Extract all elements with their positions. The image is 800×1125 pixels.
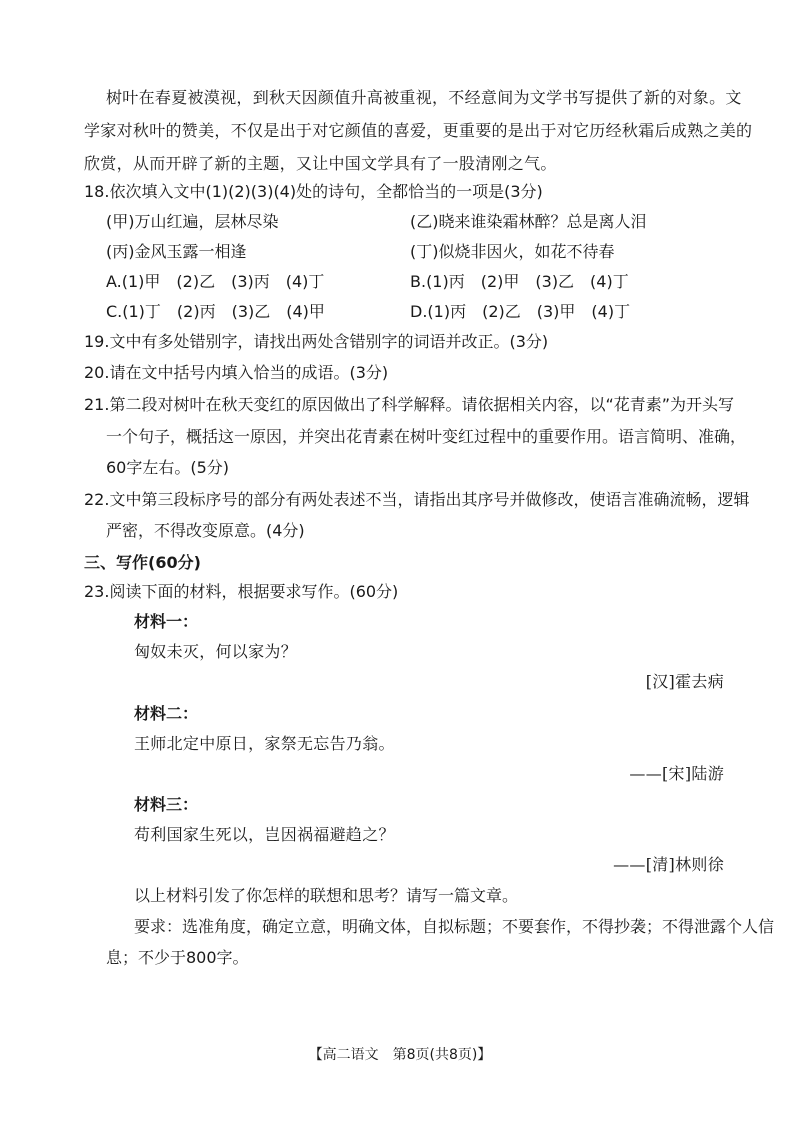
q23-stem: 23.阅读下面的材料，根据要求写作。(60分): [84, 582, 399, 601]
material-3-text: 苟利国家生死以，岂因祸福避趋之？: [134, 825, 395, 844]
passage-line-1: 树叶在春夏被漠视，到秋天因颜值升高被重视，不经意间为文学书写提供了新的对象。文: [106, 88, 742, 107]
material-1-text: 匈奴未灭，何以家为？: [134, 642, 298, 661]
page-footer: 【高二语文 第8页(共8页)】: [308, 1047, 492, 1063]
q18-option-c: C.(1)丁 (2)丙 (3)乙 (4)甲: [106, 302, 325, 321]
q18-stem: 18.依次填入文中(1)(2)(3)(4)处的诗句，全都恰当的一项是(3分): [84, 182, 543, 201]
q22-line-2: 严密，不得改变原意。(4分): [106, 521, 305, 540]
q21-line-3: 60字左右。(5分): [106, 458, 230, 477]
q19: 19.文中有多处错别字，请找出两处含错别字的词语并改正。(3分): [84, 332, 549, 351]
q18-poem-jia: (甲)万山红遍，层林尽染: [106, 212, 279, 231]
q21-line-2: 一个句子，概括这一原因，并突出花青素在树叶变红过程中的重要作用。语言简明、准确，: [106, 427, 747, 446]
q23-prompt: 以上材料引发了你怎样的联想和思考？请写一篇文章。: [134, 886, 519, 905]
q18-option-b: B.(1)丙 (2)甲 (3)乙 (4)丁: [410, 272, 629, 291]
q18-poem-yi: (乙)晓来谁染霜林醉？总是离人泪: [410, 212, 647, 231]
material-1-source: [汉]霍去病: [645, 672, 724, 691]
q18-poem-ding: (丁)似烧非因火，如花不待春: [410, 242, 615, 261]
q18-poem-bing: (丙)金风玉露一相逢: [106, 242, 247, 261]
q21-line-1: 21.第二段对树叶在秋天变红的原因做出了科学解释。请依据相关内容，以“花青素”为开头写: [84, 395, 735, 414]
q18-option-a: A.(1)甲 (2)乙 (3)丙 (4)丁: [106, 272, 325, 291]
q22-line-1: 22.文中第三段标序号的部分有两处表述不当，请指出其序号并做修改，使语言准确流畅，逻辑: [84, 490, 750, 509]
passage-line-2: 学家对秋叶的赞美，不仅是出于对它颜值的喜爱，更重要的是出于对它历经秋霜后成熟之美的: [84, 121, 753, 140]
material-3-source: ——[清]林则徐: [613, 855, 724, 874]
material-2-source: ——[宋]陆游: [629, 764, 724, 783]
material-2-label: 材料二：: [134, 704, 199, 723]
q20: 20.请在文中括号内填入恰当的成语。(3分): [84, 363, 389, 382]
material-3-label: 材料三：: [134, 795, 199, 814]
q23-requirements-line-2: 息；不少于800字。: [106, 948, 249, 967]
q18-option-d: D.(1)丙 (2)乙 (3)甲 (4)丁: [410, 302, 631, 321]
passage-line-3: 欣赏，从而开辟了新的主题，又让中国文学具有了一股清刚之气。: [84, 154, 557, 173]
q23-requirements-line-1: 要求：选准角度，确定立意，明确文体，自拟标题；不要套作，不得抄袭；不得泄露个人信: [134, 917, 775, 936]
material-1-label: 材料一：: [134, 612, 199, 631]
section-writing-heading: 三、写作(60分): [84, 553, 201, 572]
material-2-text: 王师北定中原日，家祭无忘告乃翁。: [134, 734, 395, 753]
